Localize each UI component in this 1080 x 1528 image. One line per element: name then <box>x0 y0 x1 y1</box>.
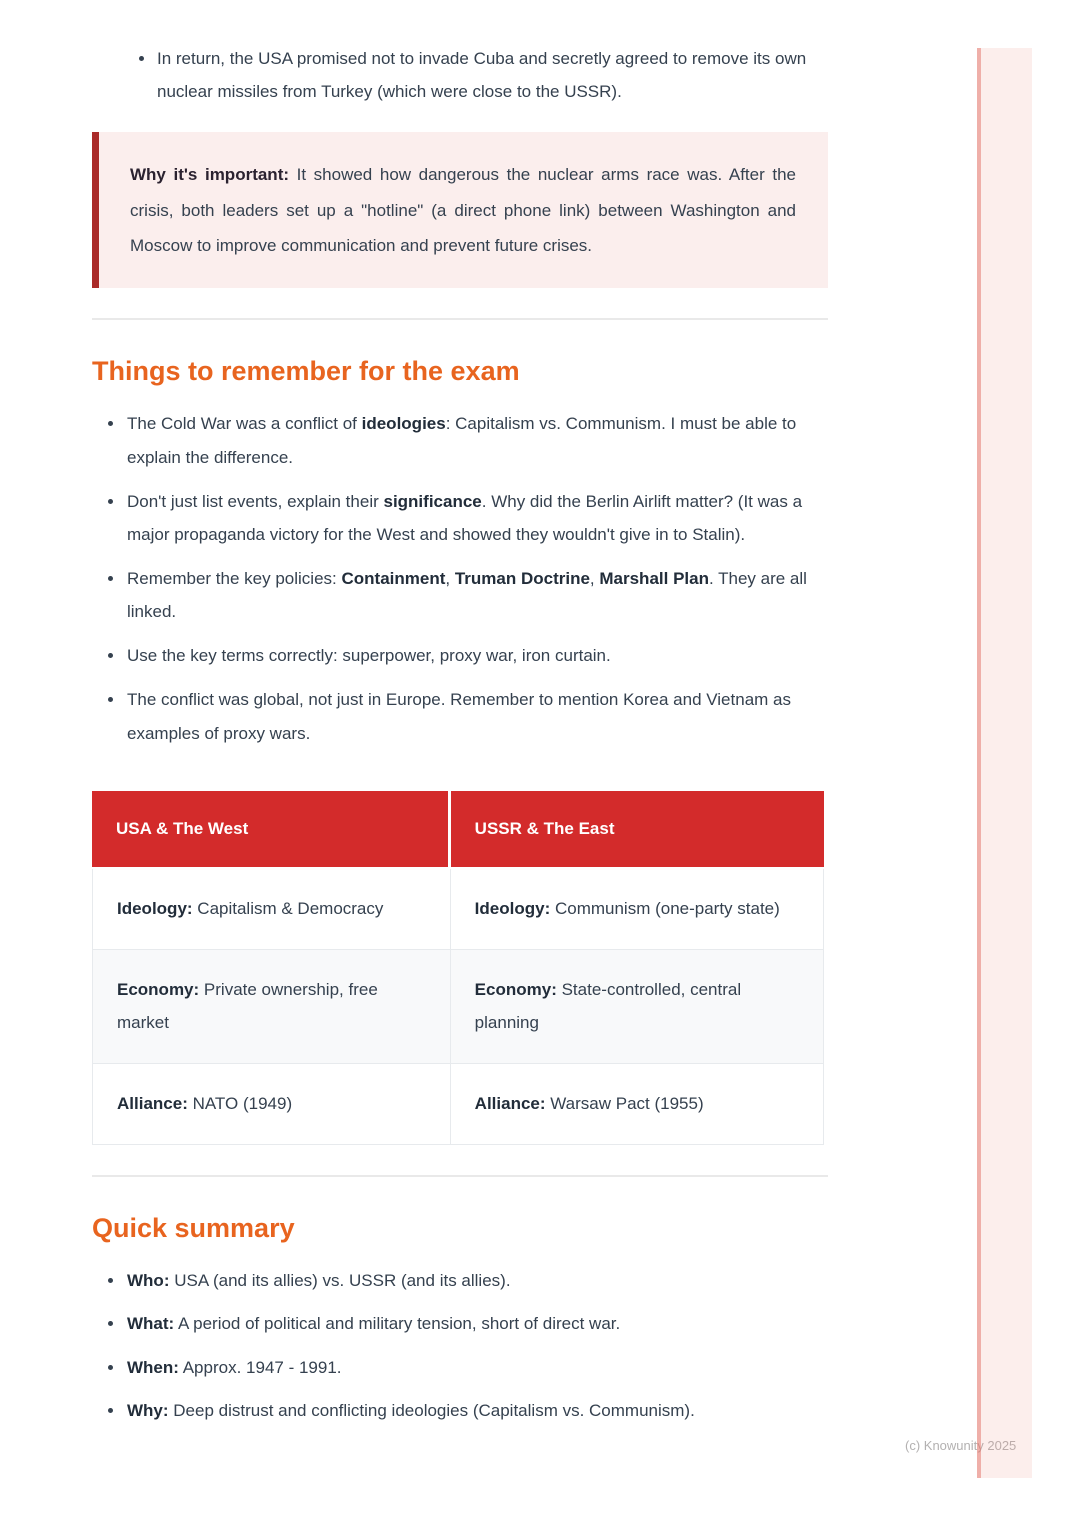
quick-summary-list <box>92 1264 828 1427</box>
section-heading-exam: Things to remember for the exam <box>92 356 520 387</box>
exam-note-item: Don't just list events, explain their significance. Why did the Berlin Airlift matter? (It was a major propaganda victory for the West and showed they wouldn't give in to Stalin). <box>92 485 828 551</box>
exam-notes-list <box>92 407 828 749</box>
table-cell: Economy: State-controlled, central planning <box>451 950 824 1064</box>
table-row <box>92 1064 824 1145</box>
table-cell: Ideology: Communism (one-party state) <box>451 869 824 950</box>
section-divider <box>92 1175 828 1177</box>
exam-note-item: The conflict was global, not just in Europe. Remember to mention Korea and Vietnam as examples of proxy wars. <box>92 683 828 749</box>
table-cell: Alliance: NATO (1949) <box>92 1064 451 1145</box>
summary-item: Why: Deep distrust and conflicting ideologies (Capitalism vs. Communism). <box>92 1394 828 1427</box>
summary-item: What: A period of political and military tension, short of direct war. <box>92 1307 828 1340</box>
document-content <box>92 42 828 1437</box>
important-callout <box>92 132 828 288</box>
exam-note-item: Remember the key policies: Containment, Truman Doctrine, Marshall Plan. They are all linked. <box>92 562 828 628</box>
exam-note-item: The Cold War was a conflict of ideologies: Capitalism vs. Communism. I must be able to explain the difference. <box>92 407 828 473</box>
margin-highlight-strip <box>977 48 1032 1478</box>
section-divider <box>92 318 828 320</box>
comparison-table-body <box>92 869 824 1145</box>
table-header-row <box>92 791 824 869</box>
intro-bullet: In return, the USA promised not to invade Cuba and secretly agreed to remove its own nuclear missiles from Turkey (which were close to the USSR). <box>92 42 828 108</box>
table-row <box>92 869 824 950</box>
summary-item: When: Approx. 1947 - 1991. <box>92 1351 828 1384</box>
table-header-ussr-east: USSR & The East <box>451 791 824 869</box>
table-cell: Alliance: Warsaw Pact (1955) <box>451 1064 824 1145</box>
table-row <box>92 950 824 1064</box>
table-cell: Economy: Private ownership, free market <box>92 950 451 1064</box>
exam-note-item: Use the key terms correctly: superpower, proxy war, iron curtain. <box>92 639 828 672</box>
intro-bullet-list <box>92 42 828 108</box>
copyright-watermark: (c) Knowunity 2025 <box>905 1438 1017 1453</box>
table-header-usa-west: USA & The West <box>92 791 451 869</box>
section-heading-summary: Quick summary <box>92 1213 295 1244</box>
table-cell: Ideology: Capitalism & Democracy <box>92 869 451 950</box>
summary-item: Who: USA (and its allies) vs. USSR (and its allies). <box>92 1264 828 1297</box>
comparison-table <box>92 791 824 1145</box>
callout-text: Why it's important: It showed how dangerous the nuclear arms race was. After the crisis, both leaders set up a "hotline" (a direct phone link) between Washington and Moscow to improve communication and prevent future crises. <box>130 165 796 255</box>
